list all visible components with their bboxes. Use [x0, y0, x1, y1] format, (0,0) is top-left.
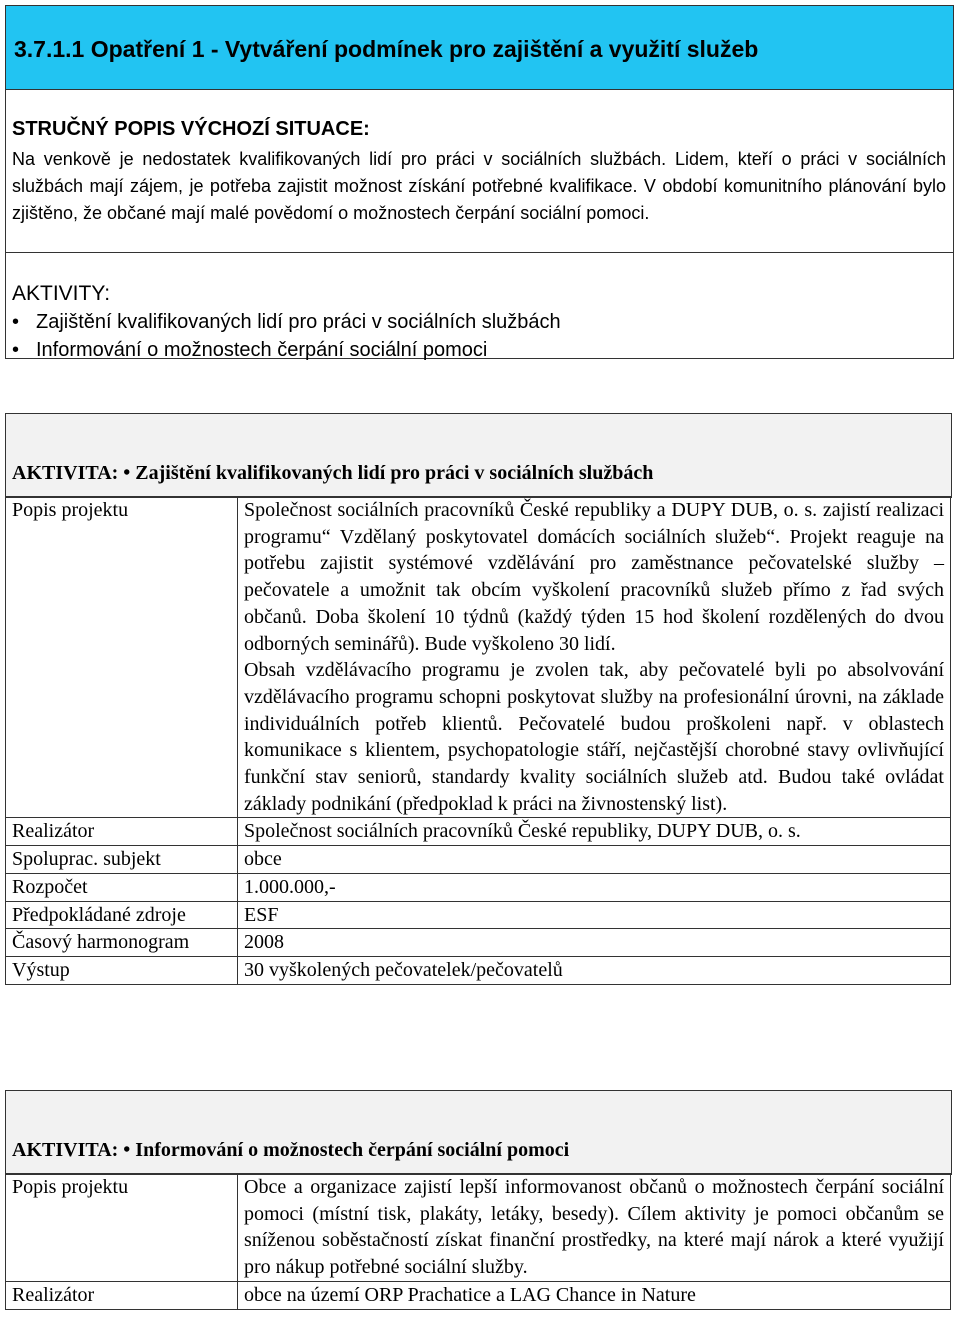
row-value: 30 vyškolených pečovatelek/pečovatelů — [244, 958, 563, 981]
row-value: Společnost sociálních pracovníků České republiky, DUPY DUB, o. s. — [244, 820, 801, 843]
row-value: 2008 — [244, 931, 284, 954]
row-value: obce na území ORP Prachatice a LAG Chance in Nature — [244, 1283, 696, 1306]
row-label: Časový harmonogram — [6, 929, 238, 957]
row-value: 1.000.000,- — [244, 875, 336, 898]
table-row — [6, 929, 951, 957]
row-label: Výstup — [6, 956, 238, 984]
activity2-table — [5, 1173, 951, 1310]
row-value: obce — [244, 848, 282, 871]
table-row — [6, 956, 951, 984]
row-value — [238, 497, 951, 818]
activity1-heading: AKTIVITA: • Zajištění kvalifikovaných lidí pro práci v sociálních službách — [12, 462, 654, 484]
activity1-heading-box — [5, 413, 952, 498]
list-item — [12, 308, 561, 336]
activity-item-label: Zajištění kvalifikovaných lidí pro práci v sociálních službách — [36, 311, 561, 333]
row-label: Předpokládané zdroje — [6, 901, 238, 929]
activities-list — [12, 308, 561, 364]
bullet-icon: • — [12, 311, 20, 333]
activity2-heading-box — [5, 1090, 952, 1175]
activity-item-label: Informování o možnostech čerpání sociální pomoci — [36, 339, 488, 361]
measure-title: 3.7.1.1 Opatření 1 - Vytváření podmínek pro zajištění a využití služeb — [14, 36, 759, 62]
table-row — [6, 1174, 951, 1282]
row-label: Spoluprac. subjekt — [6, 846, 238, 874]
activity2-heading: AKTIVITA: • Informování o možnostech čerpání sociální pomoci — [12, 1139, 570, 1161]
activity1-table — [5, 496, 951, 985]
row-label: Popis projektu — [6, 1174, 238, 1282]
list-item — [12, 336, 561, 364]
table-row — [6, 818, 951, 846]
row-label: Popis projektu — [6, 497, 238, 818]
row-label: Realizátor — [6, 818, 238, 846]
row-label: Rozpočet — [6, 873, 238, 901]
table-row — [6, 497, 951, 818]
row-value: ESF — [244, 903, 279, 926]
row-value: Obce a organizace zajistí lepší informovanost občanů o možnostech čerpání sociální pomoci (místní tisk, plakáty, letáky, besedy). Cílem aktivity je pomoci občanům se sníženou soběstačností získat finanční prostředky, na které mají nárok a které využijí pro nákup potřebné sociální služby. — [244, 1176, 944, 1279]
activities-heading: AKTIVITY: — [12, 282, 111, 305]
project-description-2: Obsah vzdělávacího programu je zvolen tak, aby pečovatelé byli po absolvování vzdělávacího programu schopni poskytovat služby na profesionální úrovni, na základe individuálních potřeb klientů. Pečovatelé budou proškoleni např. v oblastech komunikace s klientem, psychopatologie stáří, nejčastější chorobné stavy ovlivňující funkční stav seniorů, standardy kvality sociálních služeb atd. Budou také ovládat základy podnikání (předpoklad k práci na živnostenský list). — [244, 659, 944, 815]
situation-text: Na venkově je nedostatek kvalifikovaných lidí pro práci v sociálních službách. Lidem, kteří o práci v sociálních službách mají zájem, je potřeba zajistit možnost získání potřebné kvalifikace. V období komunitního plánování bylo zjištěno, že občané mají malé povědomí o možnostech čerpání sociální pomoci. — [12, 149, 946, 223]
situation-section — [5, 89, 954, 253]
table-row — [6, 901, 951, 929]
table-row — [6, 846, 951, 874]
situation-heading: STRUČNÝ POPIS VÝCHOZÍ SITUACE: — [12, 118, 370, 140]
measure-header — [5, 5, 954, 90]
table-row — [6, 1281, 951, 1309]
project-description: Společnost sociálních pracovníků České republiky a DUPY DUB, o. s. zajistí realizaci programu“ Vzdělaný poskytovatel domácích sociálních služeb“. Projekt reaguje na potřebu zajistit systémové vzdělávání pro zaměstnance pečovatelské služby – pečovatele a umožnit tak obcím vyškolení pracovníků služeb přímo z řad svých občanů. Doba školení 10 týdnů (každý týden 15 hod školení rozdělených do dvou odborných seminářů). Bude vyškoleno 30 lidí. — [244, 499, 944, 655]
table-row — [6, 873, 951, 901]
row-label: Realizátor — [6, 1281, 238, 1309]
activities-section — [5, 252, 954, 359]
bullet-icon: • — [12, 339, 20, 361]
